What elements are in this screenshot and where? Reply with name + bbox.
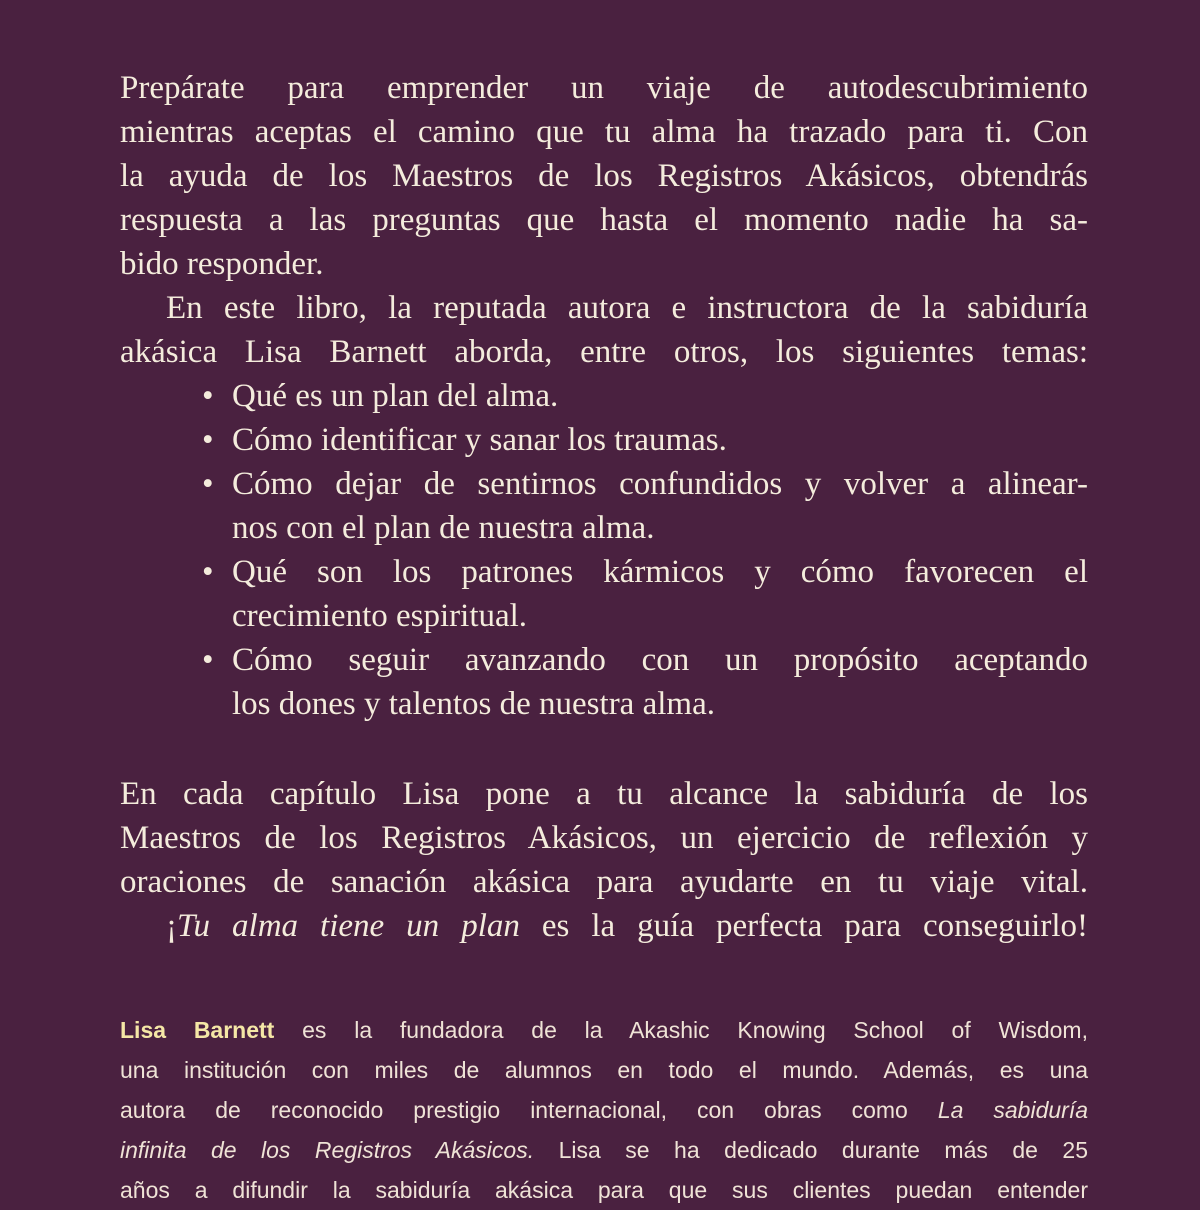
text-line: Maestros de los Registros Akásicos, un ejercicio de reflexión y	[120, 820, 1088, 856]
author-bio	[120, 1010, 1088, 1210]
text-line: años a difundir la sabiduría akásica para que sus clientes puedan entender	[120, 1177, 1088, 1203]
text-line	[120, 1130, 1088, 1170]
text-line: respuesta a las preguntas que hasta el momento nadie ha sa-	[120, 202, 1088, 238]
list-item-text: Cómo dejar de sentirnos confundidos y volver a alinear-	[232, 466, 1088, 502]
closing-suffix: es la guía perfecta para conseguirlo!	[519, 908, 1088, 944]
bio-text: autora de reconocido prestigio internacional, con obras como	[120, 1097, 938, 1123]
list-item	[120, 418, 1088, 462]
list-item-text: Qué son los patrones kármicos y cómo favorecen el	[232, 554, 1088, 590]
list-item	[120, 638, 1088, 682]
bullet-icon: •	[202, 554, 214, 590]
list-item-continuation: crecimiento espiritual.	[232, 598, 528, 634]
intro-paragraph	[120, 66, 1088, 286]
text-line: la ayuda de los Maestros de los Registros Akásicos, obtendrás	[120, 158, 1088, 194]
text-line: una institución con miles de alumnos en todo el mundo. Además, es una	[120, 1057, 1088, 1083]
text-line: oraciones de sanación akásica para ayudarte en tu viaje vital.	[120, 864, 1088, 900]
book-title: Tu alma tiene un plan	[177, 908, 520, 944]
text-line: Prepárate para emprender un viaje de autodescubrimiento	[120, 70, 1088, 106]
list-item	[120, 462, 1088, 506]
chapter-paragraph	[120, 772, 1088, 948]
text-line: bido responder.	[120, 246, 324, 282]
bullet-icon: •	[202, 422, 214, 458]
bullet-icon: •	[202, 642, 214, 678]
list-item-text: Qué es un plan del alma.	[232, 378, 559, 414]
book-title: La sabiduría	[937, 1097, 1088, 1123]
text-line: En este libro, la reputada autora e instructora de la sabiduría	[166, 290, 1088, 326]
bullet-icon: •	[202, 378, 214, 414]
list-item-continuation: nos con el plan de nuestra alma.	[232, 510, 655, 546]
text-line: mientras aceptas el camino que tu alma ha trazado para ti. Con	[120, 114, 1088, 150]
text-line	[120, 1010, 1088, 1050]
topics-list	[120, 374, 1088, 726]
book-title: infinita de los Registros Akásicos.	[120, 1137, 535, 1163]
text-line: En cada capítulo Lisa pone a tu alcance la sabiduría de los	[120, 776, 1088, 812]
list-item-continuation: los dones y talentos de nuestra alma.	[232, 686, 715, 722]
text-line	[120, 1090, 1088, 1130]
text-line: akásica Lisa Barnett aborda, entre otros, los siguientes temas:	[120, 334, 1088, 370]
author-name: Lisa Barnett	[120, 1017, 275, 1043]
list-item-text: Cómo identificar y sanar los traumas.	[232, 422, 727, 458]
bio-text: Lisa se ha dedicado durante más de 25	[534, 1137, 1088, 1163]
closing-prefix: ¡	[166, 908, 177, 944]
list-item	[120, 550, 1088, 594]
list-item-text: Cómo seguir avanzando con un propósito aceptando	[232, 642, 1088, 678]
list-item	[120, 374, 1088, 418]
bullet-icon: •	[202, 466, 214, 502]
bio-text: es la fundadora de la Akashic Knowing School of Wisdom,	[274, 1017, 1088, 1043]
closing-line	[120, 904, 1088, 948]
cover-blurb	[120, 66, 1088, 948]
topics-intro-paragraph	[120, 286, 1088, 374]
